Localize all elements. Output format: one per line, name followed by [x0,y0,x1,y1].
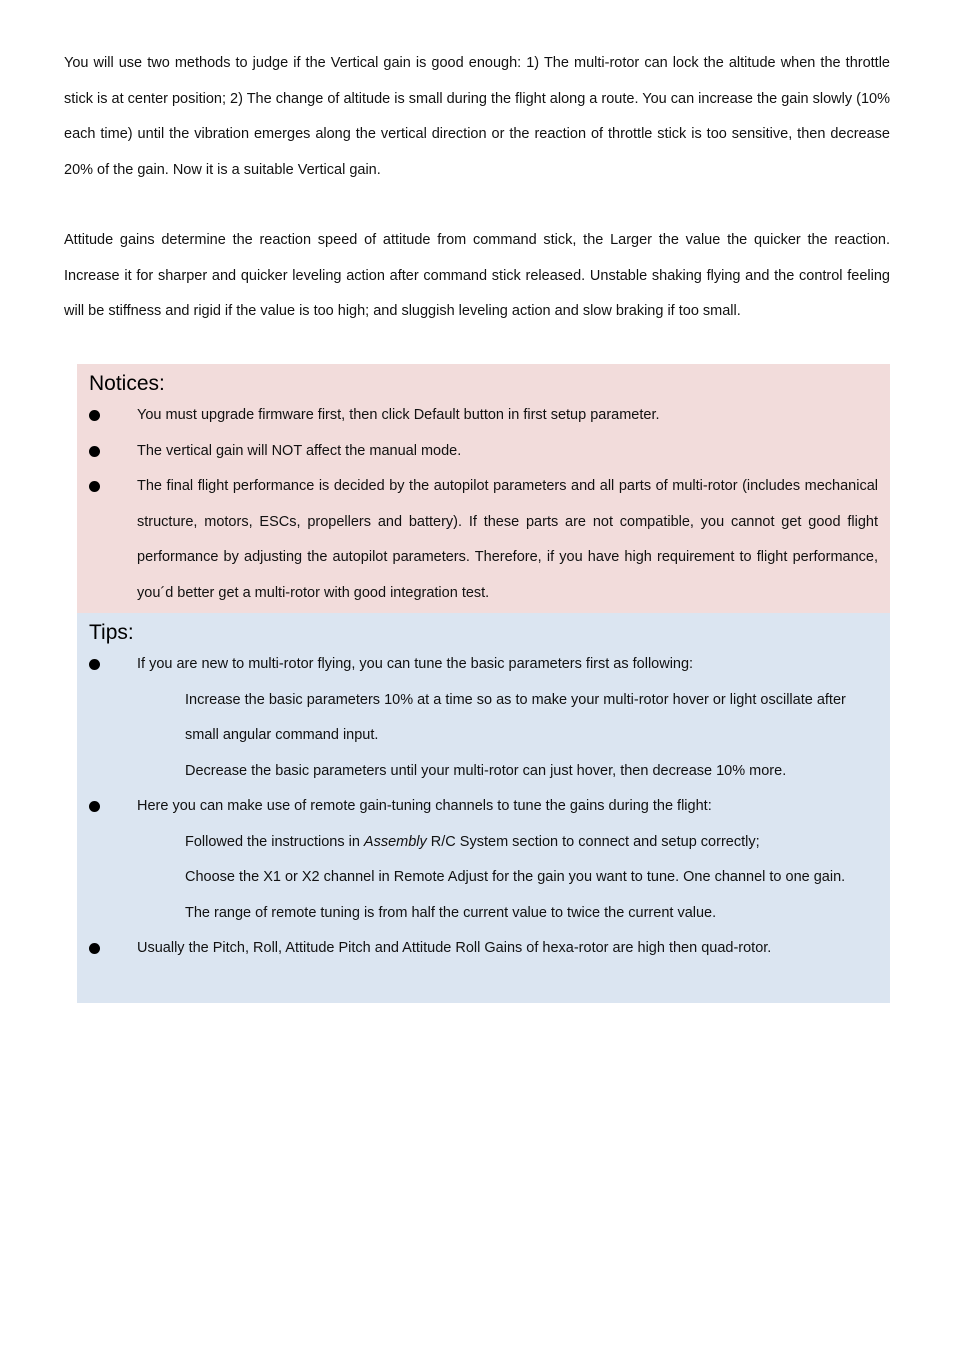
bullet-icon [89,446,100,457]
notice-text: The final flight performance is decided by the autopilot parameters and all parts of multi-rotor (includes mechanical structure, motors, ESCs, propellers and battery). If these parts are not compatible, you cannot get good flight performance by adjusting the autopilot parameters. Therefore, if you have high requirement to flight performance, you´d better get a multi-rotor with good integration test. [137,478,878,601]
tip-subitem [89,825,878,861]
tips-list [89,647,878,967]
notice-text: You must upgrade firmware first, then click Default button in first setup parameter. [137,407,660,423]
tip-subitem-pre: Followed the instructions in [185,833,364,850]
tip-item [89,931,878,967]
bullet-icon [89,410,100,421]
tips-title: Tips: [89,621,134,644]
assembly-reference: Assembly [363,833,427,850]
tip-text: If you are new to multi-rotor flying, you can tune the basic parameters first as following: [137,656,694,672]
tip-item [89,789,878,825]
tip-subitem: Decrease the basic parameters until your multi-rotor can just hover, then decrease 10% more. [185,762,787,779]
notice-item [89,434,878,470]
tip-subitem: Increase the basic parameters 10% at a time so as to make your multi-rotor hover or light oscillate after small angular command input. [185,691,846,743]
notice-item [89,398,878,434]
notice-item [89,469,878,611]
bullet-icon [89,659,100,670]
tip-text: Here you can make use of remote gain-tuning channels to tune the gains during the flight: [137,798,712,814]
tip-subitem: The range of remote tuning is from half the current value to twice the current value. [185,904,717,921]
notices-box [77,364,890,613]
notices-list [89,398,878,611]
tip-subitem: Choose the X1 or X2 channel in Remote Adjust for the gain you want to tune. One channel to one gain. [185,869,846,885]
tips-box [77,613,890,1003]
vertical-gain-paragraph: You will use two methods to judge if the Vertical gain is good enough: 1) The multi-rotor can lock the altitude when the throttle stick is at center position; 2) The change of altitude is small during the flight along a route. You can increase the gain slowly (10% each time) until the vibration emerges along the vertical direction or the reaction of throttle stick is too sensitive, then decrease 20% of the gain. Now it is a suitable Vertical gain. [64,55,890,178]
tip-subitem-post: R/C System section to connect and setup correctly; [426,833,760,850]
tip-text: Usually the Pitch, Roll, Attitude Pitch and Attitude Roll Gains of hexa-rotor are high then quad-rotor. [137,940,772,956]
notice-text: The vertical gain will NOT affect the manual mode. [137,442,462,459]
bullet-icon [89,481,100,492]
bullet-icon [89,801,100,812]
tip-item [89,647,878,683]
notices-title: Notices: [89,372,165,395]
bullet-icon [89,943,100,954]
attitude-gains-paragraph: Attitude gains determine the reaction speed of attitude from command stick, the Larger the value the quicker the reaction. Increase it for sharper and quicker leveling action after command stick released. Unstable shaking flying and the control feeling will be stiffness and rigid if the value is too high; and sluggish leveling action and slow braking if too small. [64,232,890,319]
